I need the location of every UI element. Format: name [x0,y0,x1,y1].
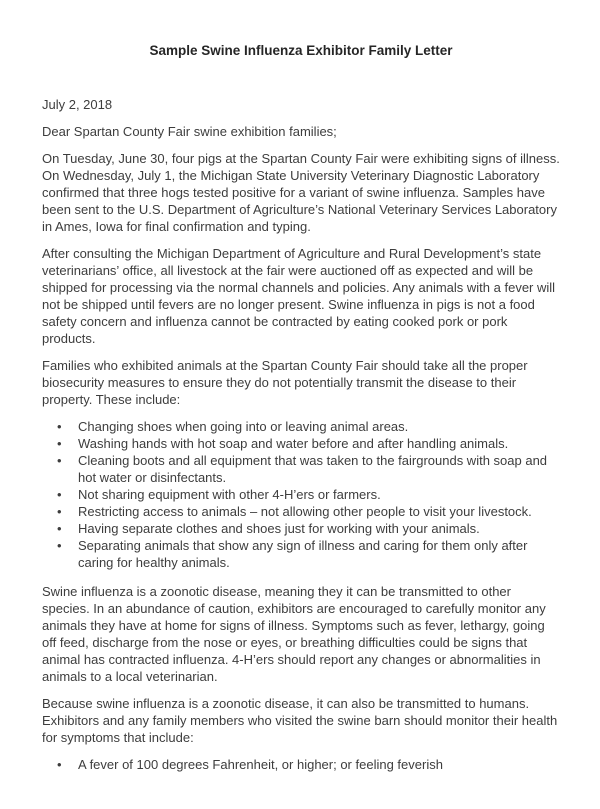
list-item: • Cleaning boots and all equipment that was taken to the fairgrounds with soap and hot water or disinfectants. [57,452,560,486]
letter-title: Sample Swine Influenza Exhibitor Family Letter [149,43,453,58]
paragraph-livestock-handling: After consulting the Michigan Department of Agriculture and Rural Development’s state veterinarians’ office, all livestock at the fair were auctioned off as expected and will be shipped for processing via the normal channels and policies. Any animals with a fever will not be shipped until fevers are no longer present. Swine influenza in pigs is not a food safety concern and influenza cannot be contracted by eating cooked pork or pork products. [42,246,556,346]
letter-date: July 2, 2018 [42,97,113,112]
list-item: • Restricting access to animals – not allowing other people to visit your livestock. [57,503,560,520]
biosecurity-measures-list [42,418,560,571]
list-item: • Having separate clothes and shoes just for working with your animals. [57,520,560,537]
list-item: • Not sharing equipment with other 4-H’ers or farmers. [57,486,560,503]
paragraph-biosecurity-intro: Families who exhibited animals at the Spartan County Fair should take all the proper biosecurity measures to ensure they do not potentially transmit the disease to their property. These include: [42,358,528,407]
list-item: • Washing hands with hot soap and water before and after handling animals. [57,435,560,452]
paragraph-human-transmission: Because swine influenza is a zoonotic disease, it can also be transmitted to humans. Exhibitors and any family members who visited the swine barn should monitor their health for symptoms that include: [42,696,558,745]
list-item: • Separating animals that show any sign of illness and caring for them only after caring for healthy animals. [57,537,560,571]
paragraph-outbreak-report: On Tuesday, June 30, four pigs at the Spartan County Fair were exhibiting signs of illness. On Wednesday, July 1, the Michigan State University Veterinary Diagnostic Laboratory confirmed that three hogs tested positive for a variant of swine influenza. Samples have been sent to the U.S. Department of Agriculture’s National Veterinary Services Laboratory in Ames, Iowa for final confirmation and typing. [42,151,560,234]
human-symptoms-list [42,756,560,773]
list-item: • Changing shoes when going into or leaving animal areas. [57,418,560,435]
paragraph-zoonotic-animals: Swine influenza is a zoonotic disease, meaning they it can be transmitted to other species. In an abundance of caution, exhibitors are encouraged to carefully monitor any animals they have at home for signs of illness. Symptoms such as fever, lethargy, going off feed, discharge from the nose or eyes, or breathing difficulties could be signs that animal has contracted influenza. 4-H’ers should report any changes or abnormalities in animals to a local veterinarian. [42,584,546,684]
list-item: • A fever of 100 degrees Fahrenheit, or higher; or feeling feverish [57,756,560,773]
salutation: Dear Spartan County Fair swine exhibition families; [42,124,337,139]
